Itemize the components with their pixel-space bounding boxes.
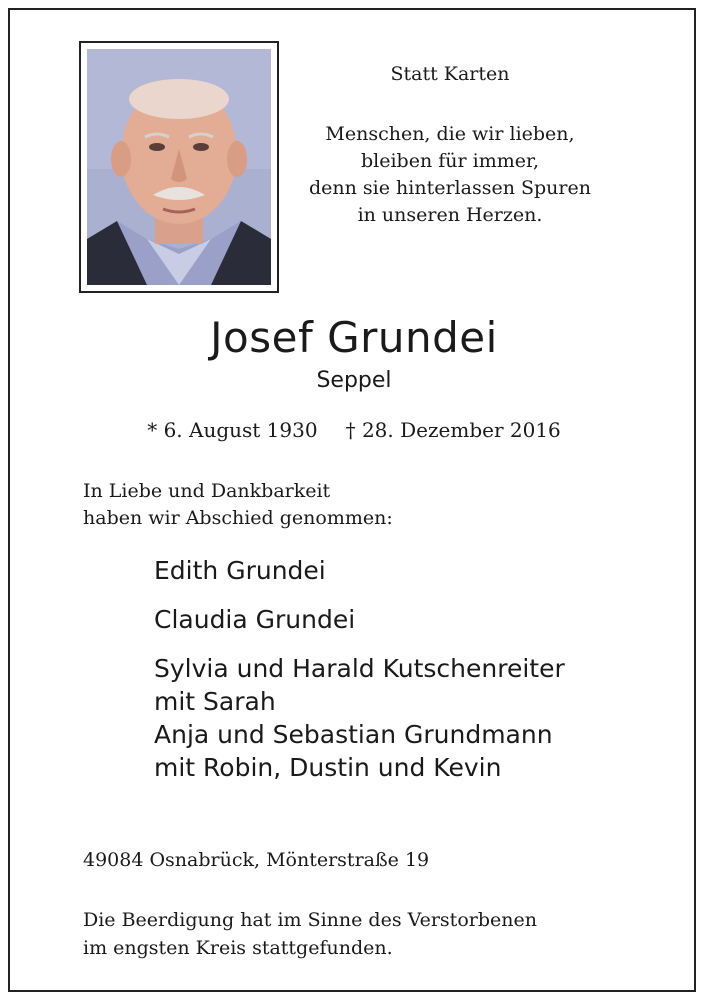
mourner-entry: Anja und Sebastian Grundmann — [154, 720, 553, 749]
notice-line: im engsten Kreis stattgefunden. — [83, 937, 393, 959]
mourner-entry: Sylvia und Harald Kutschenreiter — [154, 654, 565, 683]
life-dates — [0, 418, 708, 442]
mourners-list — [154, 554, 565, 784]
mourner-entry: Claudia Grundei — [154, 605, 356, 634]
farewell-intro — [83, 478, 393, 532]
mourner-entry: mit Robin, Dustin und Kevin — [154, 753, 502, 782]
verse-line: denn sie hinterlassen Spuren — [309, 177, 591, 199]
birth-date: * 6. August 1930 — [147, 418, 318, 442]
mourner-entry: Edith Grundei — [154, 556, 326, 585]
family-address: 49084 Osnabrück, Mönterstraße 19 — [83, 849, 430, 871]
notice-line: Die Beerdigung hat im Sinne des Verstorbenen — [83, 909, 537, 931]
deceased-nickname: Seppel — [316, 368, 392, 393]
memorial-verse — [290, 121, 610, 229]
portrait-frame — [79, 41, 279, 293]
funeral-notice — [83, 906, 537, 962]
statt-karten-label: Statt Karten — [390, 63, 510, 85]
deceased-name: Josef Grundei — [210, 313, 498, 362]
intro-line: In Liebe und Dankbarkeit — [83, 480, 331, 502]
verse-line: bleiben für immer, — [360, 150, 540, 172]
mourner-entry: mit Sarah — [154, 687, 276, 716]
portrait-photo — [87, 49, 271, 285]
intro-line: haben wir Abschied genommen: — [83, 507, 393, 529]
death-date: † 28. Dezember 2016 — [345, 418, 561, 442]
verse-line: Menschen, die wir lieben, — [325, 123, 575, 145]
verse-line: in unseren Herzen. — [357, 204, 543, 226]
